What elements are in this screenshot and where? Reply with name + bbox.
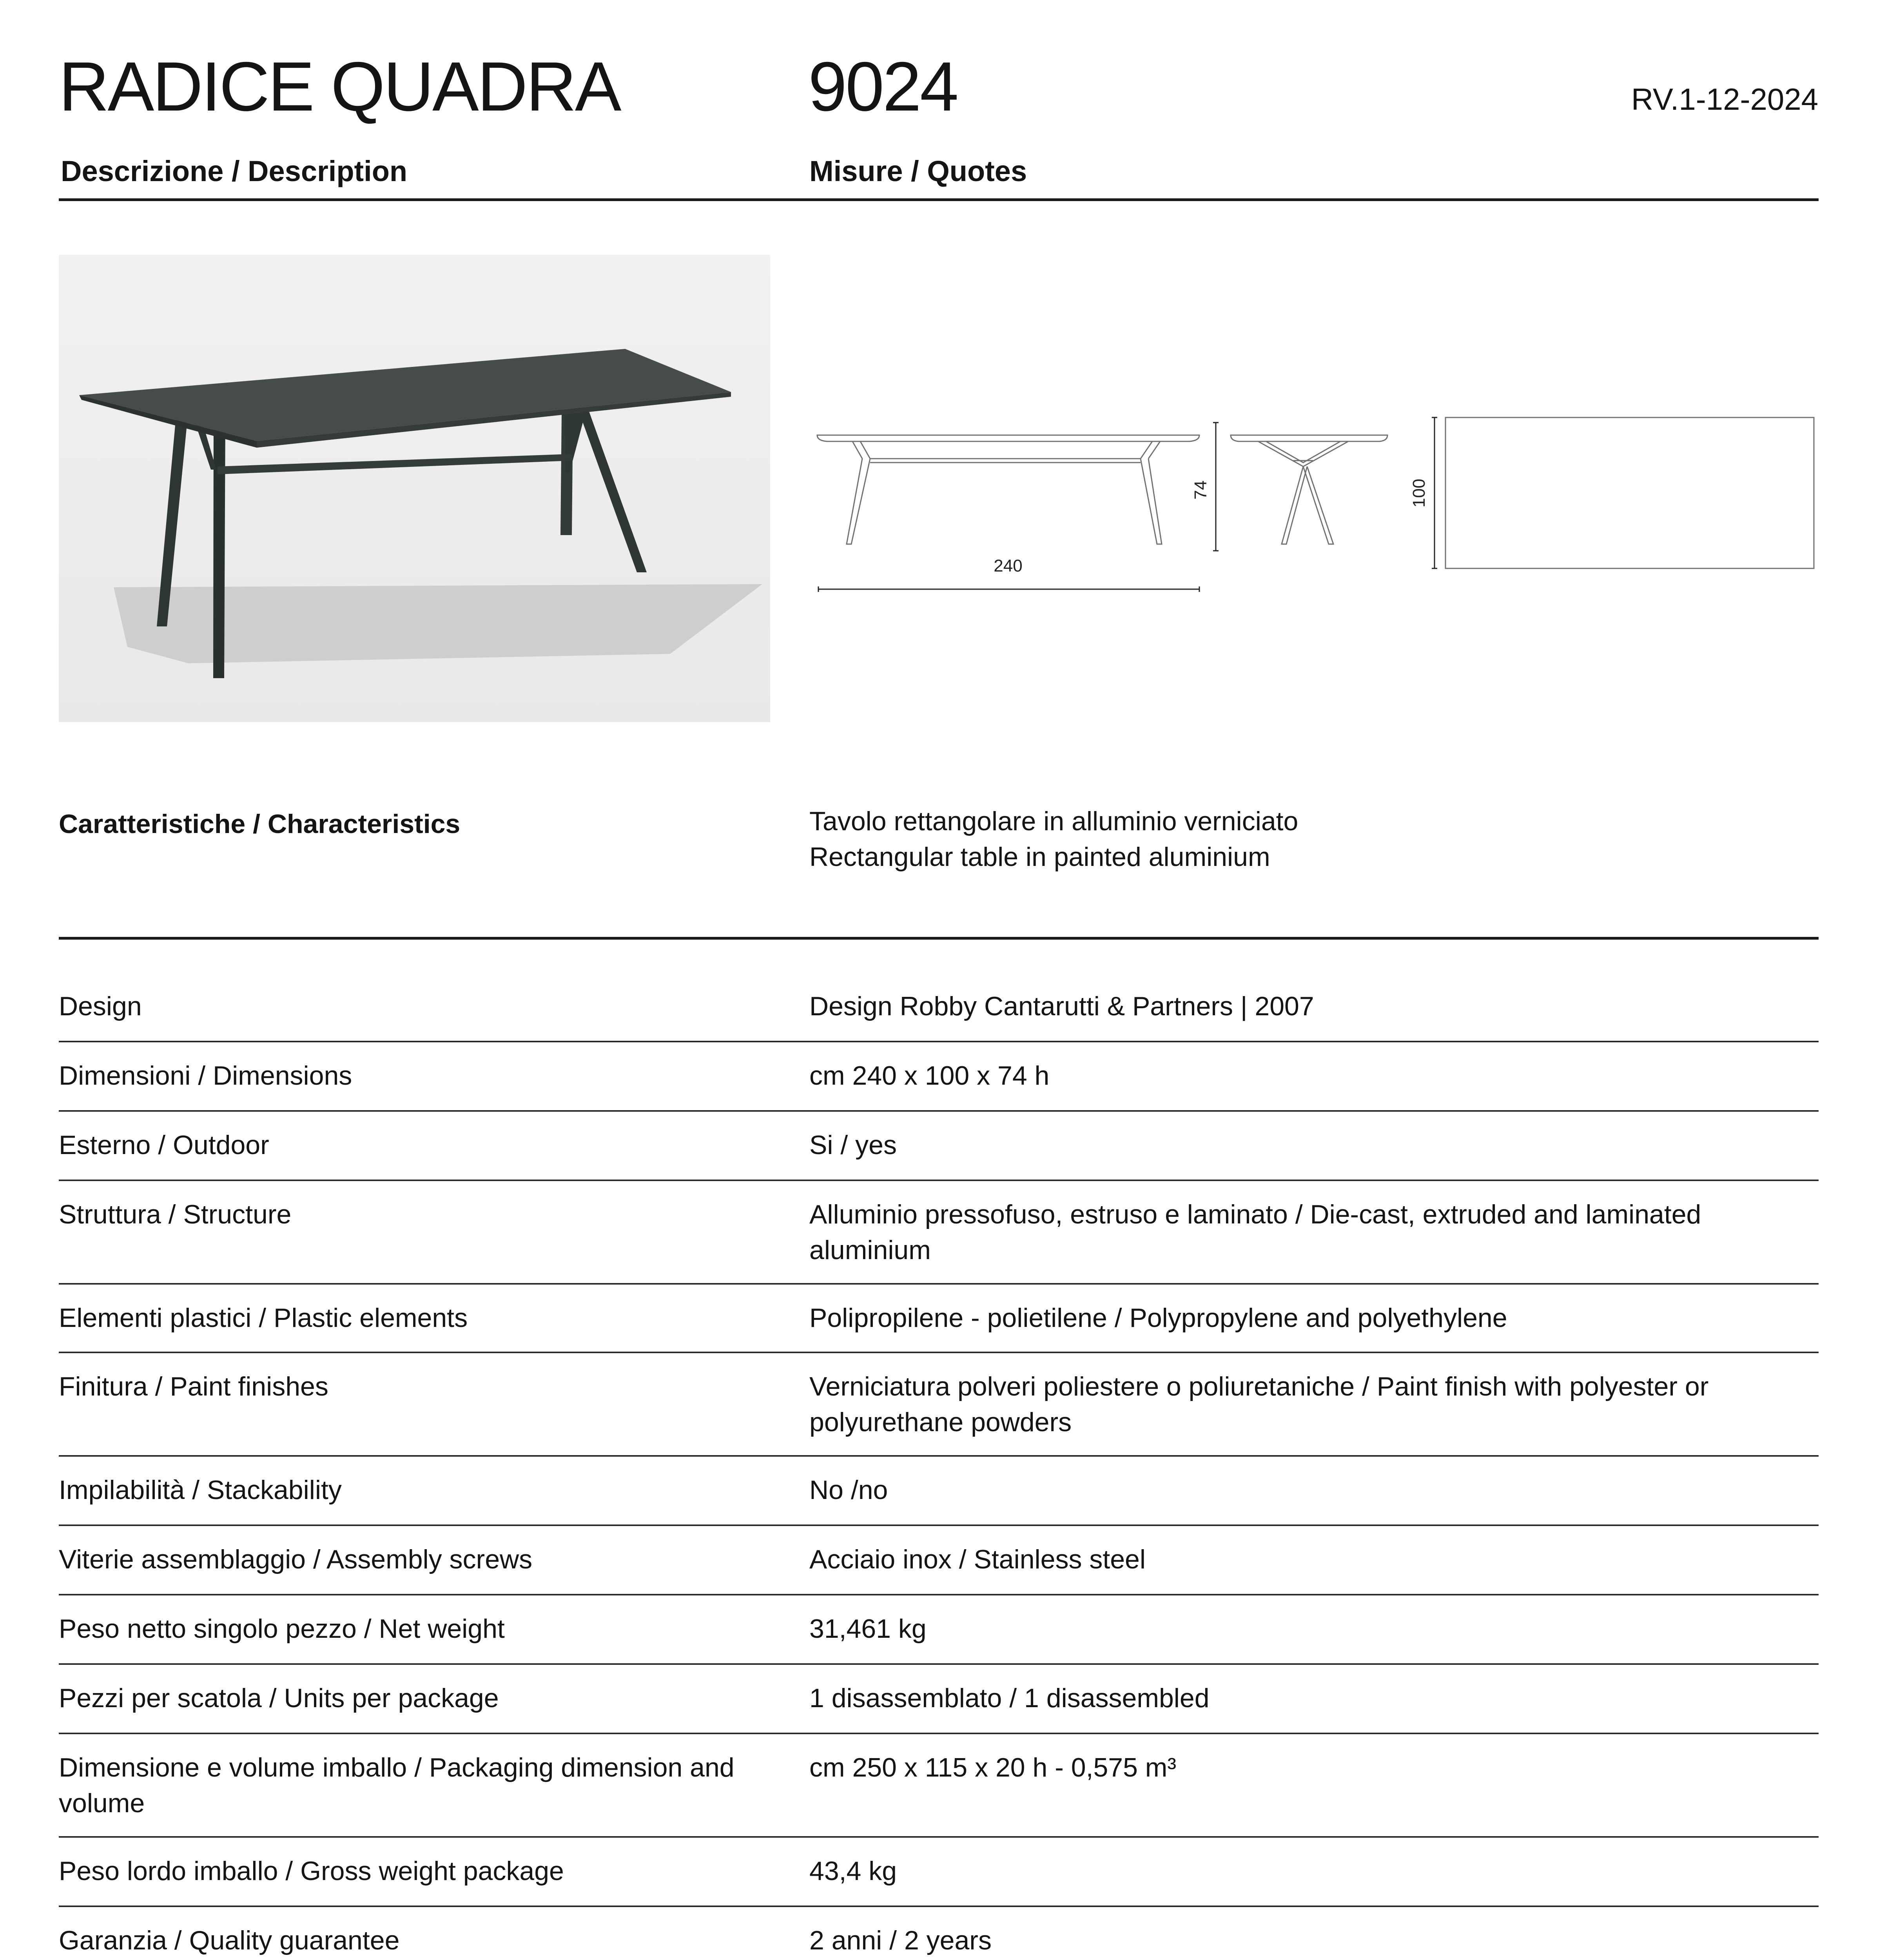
spec-label: Peso lordo imballo / Gross weight package bbox=[59, 1856, 564, 1886]
dimension-drawing-svg bbox=[807, 400, 1826, 619]
spec-row bbox=[59, 1665, 1819, 1734]
spec-row bbox=[59, 1112, 1819, 1181]
product-name: RADICE QUADRA bbox=[59, 47, 620, 125]
spec-row bbox=[59, 1838, 1819, 1907]
spec-row bbox=[59, 1595, 1819, 1665]
characteristics-line-en: Rectangular table in painted aluminium bbox=[809, 842, 1270, 872]
spec-label: Peso netto singolo pezzo / Net weight bbox=[59, 1614, 505, 1644]
spec-label: Struttura / Structure bbox=[59, 1200, 292, 1229]
spec-row bbox=[59, 1907, 1819, 1960]
spec-label: Pezzi per scatola / Units per package bbox=[59, 1683, 499, 1713]
product-photo bbox=[59, 255, 770, 722]
spec-label: Garanzia / Quality guarantee bbox=[59, 1926, 400, 1955]
characteristics-divider bbox=[59, 937, 1819, 940]
dimension-drawing bbox=[807, 400, 1826, 619]
dimension-width-label: 100 bbox=[1409, 479, 1429, 508]
spec-row bbox=[59, 1285, 1819, 1353]
characteristics-text bbox=[809, 804, 1298, 875]
characteristics-line-it: Tavolo rettangolare in alluminio verniciato bbox=[809, 806, 1298, 836]
spec-row bbox=[59, 1526, 1819, 1595]
spec-label: Esterno / Outdoor bbox=[59, 1130, 269, 1160]
table-illustration bbox=[59, 255, 770, 722]
spec-value: Alluminio pressofuso, estruso e laminato / Die-cast, extruded and laminated aluminium bbox=[809, 1200, 1701, 1265]
spec-row bbox=[59, 974, 1819, 1042]
spec-value: Design Robby Cantarutti & Partners | 2007 bbox=[809, 991, 1314, 1021]
spec-label: Viterie assemblaggio / Assembly screws bbox=[59, 1544, 533, 1574]
spec-label: Design bbox=[59, 991, 142, 1021]
section-description-heading: Descrizione / Description bbox=[61, 155, 408, 187]
product-code: 9024 bbox=[808, 47, 957, 125]
spec-label: Dimensioni / Dimensions bbox=[59, 1061, 352, 1091]
spec-row bbox=[59, 1042, 1819, 1112]
spec-value: Polipropilene - polietilene / Polypropylene and polyethylene bbox=[809, 1303, 1507, 1333]
spec-row bbox=[59, 1353, 1819, 1457]
spec-value: cm 240 x 100 x 74 h bbox=[809, 1061, 1050, 1091]
spec-label: Elementi plastici / Plastic elements bbox=[59, 1303, 468, 1333]
specs-table bbox=[59, 974, 1819, 1960]
spec-label: Impilabilità / Stackability bbox=[59, 1475, 342, 1505]
spec-row bbox=[59, 1181, 1819, 1285]
spec-value: 2 anni / 2 years bbox=[809, 1926, 992, 1955]
spec-row bbox=[59, 1734, 1819, 1838]
spec-label: Dimensione e volume imballo / Packaging dimension and volume bbox=[59, 1753, 734, 1818]
spec-value: No /no bbox=[809, 1475, 888, 1505]
characteristics-heading: Caratteristiche / Characteristics bbox=[59, 809, 461, 839]
section-quotes-heading: Misure / Quotes bbox=[809, 155, 1027, 187]
spec-value: 1 disassemblato / 1 disassembled bbox=[809, 1683, 1210, 1713]
spec-value: cm 250 x 115 x 20 h - 0,575 m³ bbox=[809, 1753, 1177, 1782]
spec-value: 31,461 kg bbox=[809, 1614, 927, 1644]
spec-row bbox=[59, 1457, 1819, 1526]
spec-value: Si / yes bbox=[809, 1130, 897, 1160]
header-divider bbox=[59, 198, 1819, 201]
spec-value: Acciaio inox / Stainless steel bbox=[809, 1544, 1146, 1574]
spec-label: Finitura / Paint finishes bbox=[59, 1372, 328, 1401]
spec-value: Verniciatura polveri poliestere o poliuretaniche / Paint finish with polyester or polyurethane powders bbox=[809, 1372, 1709, 1437]
spec-value: 43,4 kg bbox=[809, 1856, 897, 1886]
revision-label: RV.1-12-2024 bbox=[1631, 82, 1818, 116]
dimension-height-label: 74 bbox=[1191, 480, 1210, 500]
dimension-length-label: 240 bbox=[994, 556, 1023, 575]
